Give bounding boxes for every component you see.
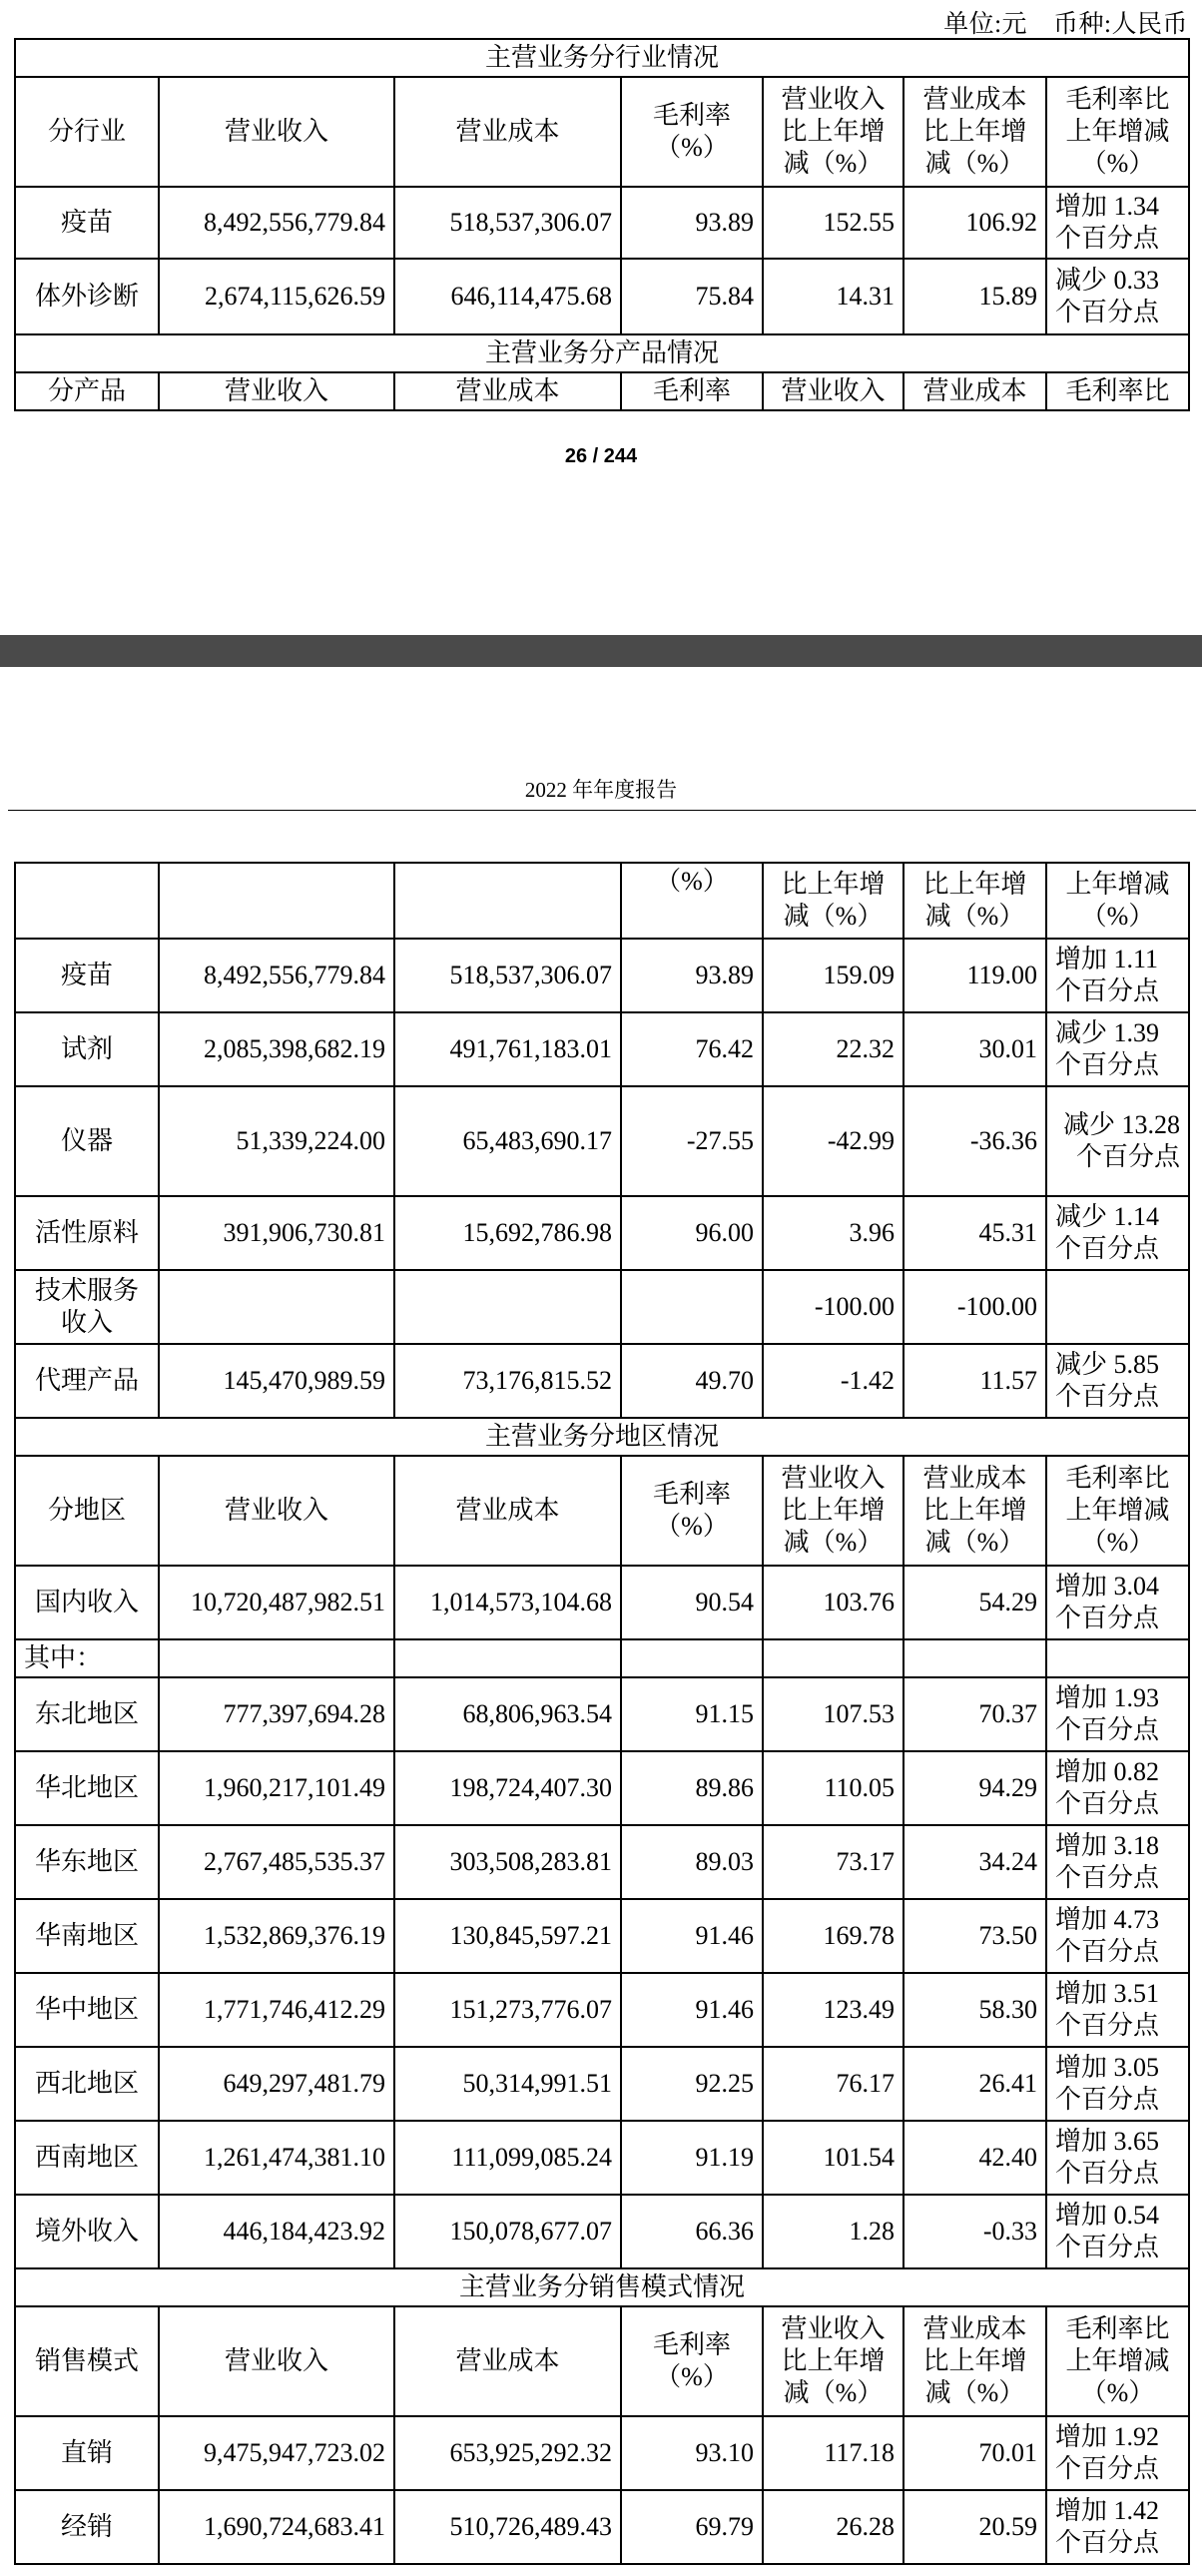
header-cell: 营业成本比上年增减（%）: [903, 2306, 1046, 2416]
revenue-cell: 2,674,115,626.59: [159, 259, 394, 334]
cost-cell: 68,806,963.54: [394, 1677, 621, 1751]
margin-change-cell: 增加 1.11 个百分点: [1046, 939, 1189, 1012]
revenue-change-cell: 101.54: [763, 2121, 903, 2195]
section-title-industry: 主营业务分行业情况: [15, 39, 1189, 77]
cost-change-cell: 26.41: [903, 2047, 1046, 2121]
header-cell: [159, 863, 394, 939]
margin-change-cell: 增加 1.93 个百分点: [1046, 1677, 1189, 1751]
row-label: 华南地区: [15, 1899, 159, 1973]
revenue-cell: 9,475,947,723.02: [159, 2416, 394, 2490]
header-cell: 毛利率（%）: [621, 2306, 763, 2416]
revenue-change-cell: 14.31: [763, 259, 903, 334]
margin-change-cell: 增加 3.65 个百分点: [1046, 2121, 1189, 2195]
margin-change-cell: 减少 1.39 个百分点: [1046, 1012, 1189, 1086]
margin-cell: 92.25: [621, 2047, 763, 2121]
header-cell: 比上年增减（%）: [763, 863, 903, 939]
cost-cell: 518,537,306.07: [394, 187, 621, 259]
revenue-cell: 1,771,746,412.29: [159, 1973, 394, 2047]
cost-change-cell: 34.24: [903, 1825, 1046, 1899]
currency-label: 币种:人民币: [1053, 11, 1188, 38]
row-label: 仪器: [15, 1086, 159, 1196]
row-label: 疫苗: [15, 187, 159, 259]
section-title-product: 主营业务分产品情况: [15, 334, 1189, 372]
revenue-cell: 649,297,481.79: [159, 2047, 394, 2121]
cost-change-cell: 70.37: [903, 1677, 1046, 1751]
industry-header-row: [15, 77, 1189, 187]
cost-change-cell: 106.92: [903, 187, 1046, 259]
cost-change-cell: -36.36: [903, 1086, 1046, 1196]
margin-change-cell: 增加 1.34 个百分点: [1046, 187, 1189, 259]
header-cell: [15, 863, 159, 939]
revenue-change-cell: 26.28: [763, 2490, 903, 2564]
revenue-cell: 1,261,474,381.10: [159, 2121, 394, 2195]
header-cell: 营业收入: [763, 372, 903, 410]
table-row: [15, 1566, 1189, 1639]
revenue-change-cell: 3.96: [763, 1196, 903, 1270]
header-cell: 毛利率: [621, 372, 763, 410]
revenue-cell: 1,690,724,683.41: [159, 2490, 394, 2564]
cost-change-cell: 45.31: [903, 1196, 1046, 1270]
cost-cell: 130,845,597.21: [394, 1899, 621, 1973]
row-label: 疫苗: [15, 939, 159, 1012]
row-label: 西北地区: [15, 2047, 159, 2121]
section-title-region: 主营业务分地区情况: [15, 1418, 1189, 1456]
product-header-row-partial: [15, 372, 1189, 410]
margin-cell: 89.86: [621, 1751, 763, 1825]
region-sub-row: [15, 1639, 1189, 1677]
section-title-sales: 主营业务分销售模式情况: [15, 2268, 1189, 2306]
revenue-change-cell: 76.17: [763, 2047, 903, 2121]
revenue-cell: 2,767,485,535.37: [159, 1825, 394, 1899]
revenue-change-cell: 117.18: [763, 2416, 903, 2490]
table-row: [15, 2121, 1189, 2195]
margin-cell: 76.42: [621, 1012, 763, 1086]
header-cell: 营业成本比上年增减（%）: [903, 77, 1046, 187]
cost-cell: 518,537,306.07: [394, 939, 621, 1012]
revenue-cell: 391,906,730.81: [159, 1196, 394, 1270]
main-business-table-part2: [14, 862, 1190, 2565]
row-label: 华东地区: [15, 1825, 159, 1899]
margin-cell: 69.79: [621, 2490, 763, 2564]
cost-change-cell: 54.29: [903, 1566, 1046, 1639]
row-label: 代理产品: [15, 1344, 159, 1418]
cost-change-cell: 94.29: [903, 1751, 1046, 1825]
cost-change-cell: 58.30: [903, 1973, 1046, 2047]
revenue-cell: 1,532,869,376.19: [159, 1899, 394, 1973]
header-cell: 毛利率比上年增减（%）: [1046, 77, 1189, 187]
cost-change-cell: 119.00: [903, 939, 1046, 1012]
margin-cell: 96.00: [621, 1196, 763, 1270]
revenue-change-cell: 22.32: [763, 1012, 903, 1086]
header-cell: 营业收入比上年增减（%）: [763, 1456, 903, 1566]
report-header: 2022 年年度报告: [524, 778, 678, 802]
revenue-change-cell: 152.55: [763, 187, 903, 259]
cost-change-cell: 11.57: [903, 1344, 1046, 1418]
revenue-cell: 2,085,398,682.19: [159, 1012, 394, 1086]
revenue-change-cell: -1.42: [763, 1344, 903, 1418]
cost-cell: 151,273,776.07: [394, 1973, 621, 2047]
cost-cell: 50,314,991.51: [394, 2047, 621, 2121]
header-cell: 毛利率（%）: [621, 77, 763, 187]
row-label: 经销: [15, 2490, 159, 2564]
table-row: [15, 1825, 1189, 1899]
revenue-cell: 145,470,989.59: [159, 1344, 394, 1418]
cost-change-cell: 20.59: [903, 2490, 1046, 2564]
cost-cell: 303,508,283.81: [394, 1825, 621, 1899]
margin-cell: 90.54: [621, 1566, 763, 1639]
header-cell: 营业成本: [903, 372, 1046, 410]
table-row: [15, 1973, 1189, 2047]
margin-change-cell: 增加 0.82 个百分点: [1046, 1751, 1189, 1825]
header-cell: 毛利率比上年增减（%）: [1046, 1456, 1189, 1566]
row-label: 试剂: [15, 1012, 159, 1086]
margin-cell: [621, 1270, 763, 1344]
header-cell: 营业成本: [394, 1456, 621, 1566]
table-row: [15, 2047, 1189, 2121]
margin-change-cell: [1046, 1270, 1189, 1344]
table-row: [15, 1344, 1189, 1418]
table-row: [15, 1751, 1189, 1825]
revenue-change-cell: 110.05: [763, 1751, 903, 1825]
revenue-change-cell: 169.78: [763, 1899, 903, 1973]
margin-cell: 91.46: [621, 1973, 763, 2047]
revenue-change-cell: -100.00: [763, 1270, 903, 1344]
header-cell: 营业收入: [159, 1456, 394, 1566]
margin-change-cell: 减少 1.14 个百分点: [1046, 1196, 1189, 1270]
revenue-cell: 777,397,694.28: [159, 1677, 394, 1751]
header-cell: 营业成本: [394, 372, 621, 410]
margin-cell: 93.89: [621, 187, 763, 259]
header-cell: 毛利率比: [1046, 372, 1189, 410]
revenue-change-cell: 103.76: [763, 1566, 903, 1639]
cost-cell: [394, 1270, 621, 1344]
cost-change-cell: 70.01: [903, 2416, 1046, 2490]
margin-change-cell: 增加 1.42 个百分点: [1046, 2490, 1189, 2564]
margin-cell: 89.03: [621, 1825, 763, 1899]
cost-change-cell: 15.89: [903, 259, 1046, 334]
header-cell: 分行业: [15, 77, 159, 187]
margin-cell: 93.10: [621, 2416, 763, 2490]
margin-cell: 49.70: [621, 1344, 763, 1418]
table-row: [15, 939, 1189, 1012]
report-page-27: [0, 667, 1202, 2576]
row-label: 东北地区: [15, 1677, 159, 1751]
header-cell: 营业成本: [394, 77, 621, 187]
margin-change-cell: 增加 0.54 个百分点: [1046, 2195, 1189, 2268]
cost-change-cell: 30.01: [903, 1012, 1046, 1086]
table-row: [15, 1677, 1189, 1751]
cost-cell: 653,925,292.32: [394, 2416, 621, 2490]
sub-label: 其中：: [15, 1639, 159, 1677]
margin-change-cell: 增加 4.73 个百分点: [1046, 1899, 1189, 1973]
row-label: 境外收入: [15, 2195, 159, 2268]
row-label: 体外诊断: [15, 259, 159, 334]
margin-cell: 75.84: [621, 259, 763, 334]
cost-cell: 15,692,786.98: [394, 1196, 621, 1270]
cost-cell: 1,014,573,104.68: [394, 1566, 621, 1639]
header-cell: 毛利率（%）: [621, 1456, 763, 1566]
revenue-change-cell: 73.17: [763, 1825, 903, 1899]
margin-change-cell: 增加 3.05 个百分点: [1046, 2047, 1189, 2121]
region-header-row: [15, 1456, 1189, 1566]
margin-change-cell: 减少 13.28 个百分点: [1046, 1086, 1189, 1196]
header-cell: 营业收入: [159, 2306, 394, 2416]
table-row: [15, 2490, 1189, 2564]
margin-cell: 91.15: [621, 1677, 763, 1751]
margin-cell: 91.46: [621, 1899, 763, 1973]
revenue-change-cell: 1.28: [763, 2195, 903, 2268]
revenue-change-cell: 107.53: [763, 1677, 903, 1751]
cost-change-cell: 73.50: [903, 1899, 1046, 1973]
margin-change-cell: 减少 5.85 个百分点: [1046, 1344, 1189, 1418]
header-cell: 营业成本比上年增减（%）: [903, 1456, 1046, 1566]
header-cell: 营业成本: [394, 2306, 621, 2416]
header-cell: 营业收入: [159, 77, 394, 187]
cost-cell: 646,114,475.68: [394, 259, 621, 334]
margin-change-cell: 增加 3.18 个百分点: [1046, 1825, 1189, 1899]
cost-cell: 65,483,690.17: [394, 1086, 621, 1196]
revenue-cell: 1,960,217,101.49: [159, 1751, 394, 1825]
report-page-26: [0, 0, 1202, 635]
cost-cell: 150,078,677.07: [394, 2195, 621, 2268]
cost-cell: 198,724,407.30: [394, 1751, 621, 1825]
sales-header-row: [15, 2306, 1189, 2416]
header-cell: （%）: [621, 863, 763, 939]
cost-change-cell: -100.00: [903, 1270, 1046, 1344]
cost-change-cell: -0.33: [903, 2195, 1046, 2268]
revenue-change-cell: 159.09: [763, 939, 903, 1012]
header-cell: [394, 863, 621, 939]
page-separator: [0, 635, 1202, 667]
page-number: 26 / 244: [564, 445, 638, 467]
margin-change-cell: 增加 1.92 个百分点: [1046, 2416, 1189, 2490]
revenue-cell: 10,720,487,982.51: [159, 1566, 394, 1639]
revenue-change-cell: 123.49: [763, 1973, 903, 2047]
header-cell: 分产品: [15, 372, 159, 410]
revenue-cell: 446,184,423.92: [159, 2195, 394, 2268]
header-cell: 毛利率比上年增减（%）: [1046, 2306, 1189, 2416]
revenue-cell: 8,492,556,779.84: [159, 939, 394, 1012]
row-label: 华北地区: [15, 1751, 159, 1825]
table-row: [15, 259, 1189, 334]
header-cell: 营业收入比上年增减（%）: [763, 77, 903, 187]
table-row: [15, 1086, 1189, 1196]
row-label: 国内收入: [15, 1566, 159, 1639]
margin-cell: 66.36: [621, 2195, 763, 2268]
table-row: [15, 1196, 1189, 1270]
header-cell: 上年增减（%）: [1046, 863, 1189, 939]
revenue-cell: [159, 1270, 394, 1344]
table-row: [15, 1012, 1189, 1086]
row-label: 活性原料: [15, 1196, 159, 1270]
cost-cell: 111,099,085.24: [394, 2121, 621, 2195]
main-business-table-part1: [14, 38, 1190, 411]
header-cell: 营业收入比上年增减（%）: [763, 2306, 903, 2416]
header-cell: 销售模式: [15, 2306, 159, 2416]
cost-change-cell: 42.40: [903, 2121, 1046, 2195]
table-row: [15, 1899, 1189, 1973]
row-label: 技术服务收入: [15, 1270, 159, 1344]
product-header-row-continued: [15, 863, 1189, 939]
row-label: 直销: [15, 2416, 159, 2490]
header-rule: [8, 810, 1196, 811]
row-label: 西南地区: [15, 2121, 159, 2195]
unit-currency-line: [917, 4, 1188, 40]
header-cell: 分地区: [15, 1456, 159, 1566]
table-row: [15, 2416, 1189, 2490]
table-row: [15, 1270, 1189, 1344]
row-label: 华中地区: [15, 1973, 159, 2047]
cost-cell: 510,726,489.43: [394, 2490, 621, 2564]
unit-label: 单位:元: [943, 11, 1028, 38]
revenue-cell: 8,492,556,779.84: [159, 187, 394, 259]
cost-cell: 491,761,183.01: [394, 1012, 621, 1086]
margin-change-cell: 增加 3.04 个百分点: [1046, 1566, 1189, 1639]
margin-cell: 93.89: [621, 939, 763, 1012]
margin-change-cell: 减少 0.33 个百分点: [1046, 259, 1189, 334]
header-cell: 营业收入: [159, 372, 394, 410]
margin-cell: -27.55: [621, 1086, 763, 1196]
header-cell: 比上年增减（%）: [903, 863, 1046, 939]
revenue-cell: 51,339,224.00: [159, 1086, 394, 1196]
margin-cell: 91.19: [621, 2121, 763, 2195]
revenue-change-cell: -42.99: [763, 1086, 903, 1196]
table-row: [15, 2195, 1189, 2268]
table-row: [15, 187, 1189, 259]
cost-cell: 73,176,815.52: [394, 1344, 621, 1418]
margin-change-cell: 增加 3.51 个百分点: [1046, 1973, 1189, 2047]
